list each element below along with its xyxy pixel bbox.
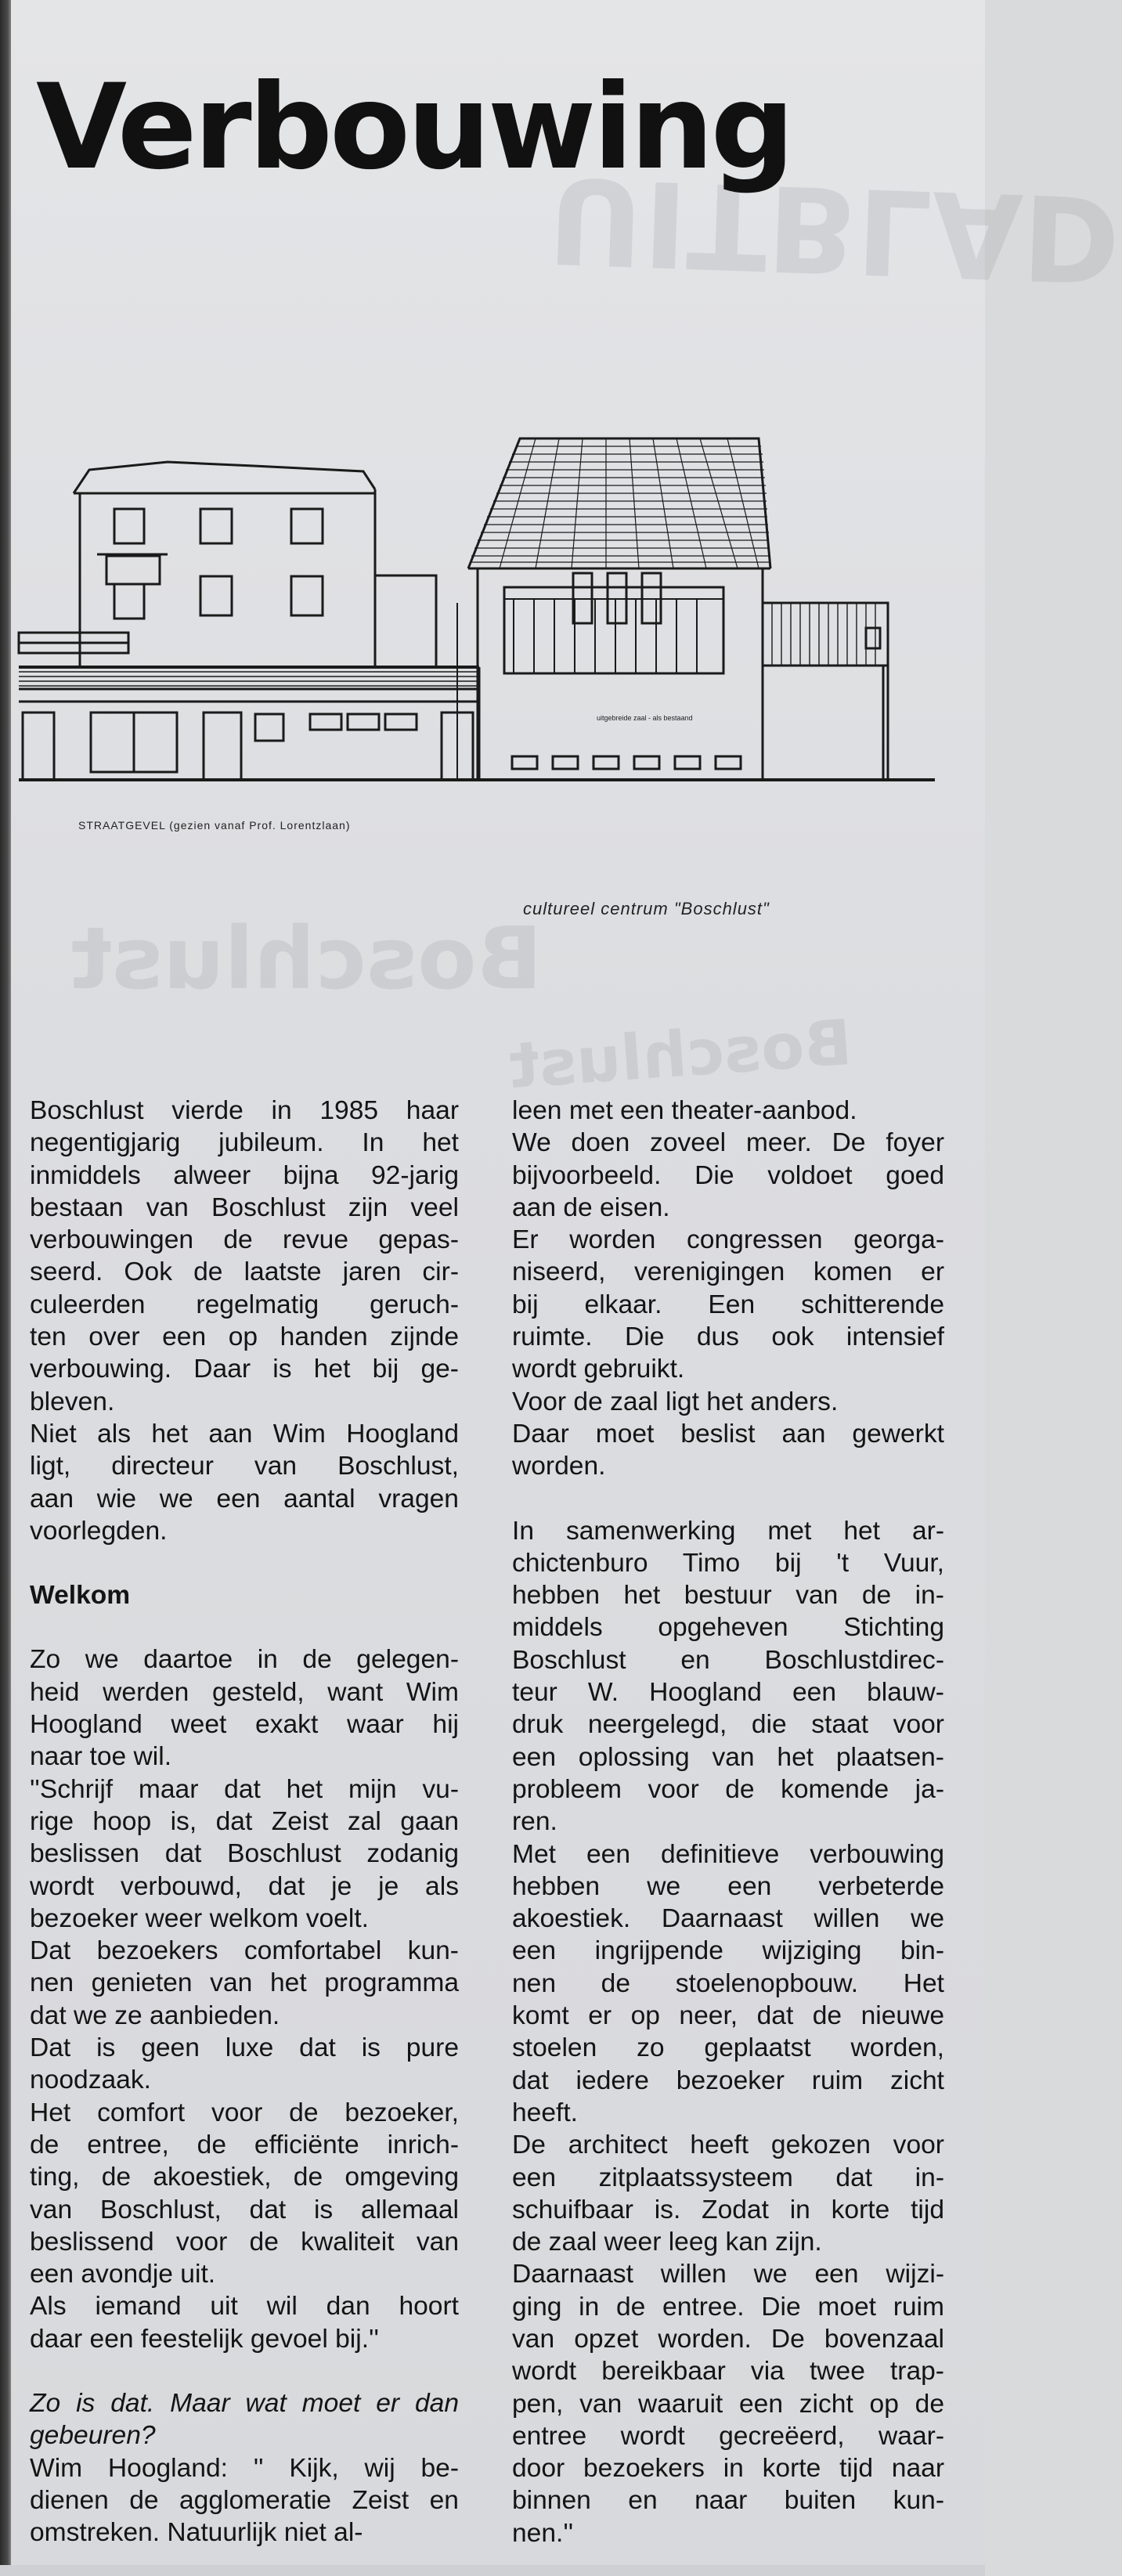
article-text-line: bezoeker weer welkom voelt. [30, 1903, 369, 1933]
article-text-line: binnen en naar buiten kun- [512, 2486, 944, 2516]
article-text-line: probleem voor de komende ja- [512, 1774, 944, 1804]
article-text-line: heeft. [512, 2098, 579, 2127]
article-text-line: heid werden gesteld, want Wim [30, 1677, 459, 1707]
article-text-line: De architect heeft gekozen voor [512, 2130, 944, 2160]
article-text-line: voorlegden. [30, 1516, 168, 1546]
article-text-line: de zaal weer leeg kan zijn. [512, 2228, 822, 2257]
article-text-line: We doen zoveel meer. De foyer [512, 1128, 944, 1158]
article-text-line: bijvoorbeeld. Die voldoet goed [512, 1160, 944, 1190]
article-text-line: een zitplaatssysteem dat in- [512, 2163, 944, 2192]
article-text-line: dat iedere bezoeker ruim zicht [512, 2065, 944, 2095]
article-text-line: ruimte. Die dus ook intensief [512, 1322, 944, 1352]
article-text-line: bestaan van Boschlust zijn veel [30, 1192, 459, 1222]
page-bottom-edge [0, 2565, 985, 2576]
article-column-right [512, 1095, 944, 2549]
article-text-line: Niet als het aan Wim Hoogland [30, 1419, 459, 1449]
paragraph-gap [30, 2355, 459, 2387]
article-text-line: ren. [512, 1807, 557, 1837]
article-text-line: verbouwing. Daar is het bij ge- [30, 1355, 459, 1384]
paragraph-gap [30, 1611, 459, 1643]
article-text-line: Dat bezoekers comfortabel kun- [30, 1936, 459, 1966]
article-text-line: culeerden regelmatig geruch- [30, 1290, 459, 1319]
article-text-line: wordt verbouwd, dat je je als [30, 1871, 459, 1901]
article-text-line: beslissen dat Boschlust zodanig [30, 1839, 459, 1869]
article-text-line: In samenwerking met het ar- [512, 1516, 944, 1546]
article-text-line: daar een feestelijk gevoel bij.'' [30, 2324, 379, 2354]
article-text-line: Wim Hoogland: '' Kijk, wij be- [30, 2453, 459, 2483]
article-text-line: seerd. Ook de laatste jaren cir- [30, 1257, 459, 1287]
article-text-line: nen.'' [512, 2518, 574, 2548]
article-text-line: akoestiek. Daarnaast willen we [512, 1904, 944, 1934]
article-text-line: worden. [512, 1452, 606, 1481]
article-text-line: Boschlust en Boschlustdirec- [512, 1645, 944, 1675]
article-text-line: dienen de agglomeratie Zeist en [30, 2485, 459, 2515]
article-text-line: nen genieten van het programma [30, 1968, 459, 1998]
article-text-line: komt er op neer, dat de nieuwe [512, 2001, 944, 2031]
article-text-line: druk neergelegd, die staat voor [512, 1710, 944, 1740]
article-text-line: de entree, de efficiënte inrich- [30, 2130, 459, 2159]
article-text-line: Zo is dat. Maar wat moet er dan [30, 2388, 459, 2418]
article-text-line: beslissend voor de kwaliteit van [30, 2227, 459, 2257]
section-heading: Welkom [30, 1581, 131, 1611]
building-label: uitgebreide zaal - als bestaand [597, 714, 693, 722]
article-text-line: schuifbaar is. Zodat in korte tijd [512, 2195, 944, 2224]
article-text-line: van Boschlust, dat is allemaal [30, 2195, 459, 2224]
article-text-line: Als iemand uit wil dan hoort [30, 2292, 459, 2322]
article-text-line: Zo we daartoe in de gelegen- [30, 1645, 459, 1675]
article-text-line: ''Schrijf maar dat het mijn vu- [30, 1774, 459, 1804]
article-text-line: Daar moet beslist aan gewerkt [512, 1419, 944, 1449]
article-text-line: dat we ze aanbieden. [30, 2001, 280, 2030]
article-text-line: leen met een theater-aanbod. [512, 1096, 857, 1125]
article-text-line: Met een definitieve verbouwing [512, 1839, 944, 1869]
article-text-line: Boschlust vierde in 1985 haar [30, 1096, 459, 1125]
article-text-line: pen, van waaruit een zicht op de [512, 2389, 944, 2419]
article-text-line: stoelen zo geplaatst worden, [512, 2033, 944, 2063]
architectural-elevation-drawing [19, 423, 943, 861]
article-text-line: naar toe wil. [30, 1742, 172, 1772]
article-text-line: van opzet worden. De bovenzaal [512, 2324, 944, 2354]
article-text-line: negentigjarig jubileum. In het [30, 1128, 459, 1158]
article-text-line: Er worden congressen georga- [512, 1225, 944, 1255]
article-text-line: Voor de zaal ligt het anders. [512, 1387, 839, 1416]
article-text-line: wordt bereikbaar via twee trap- [512, 2357, 944, 2387]
article-text-line: Daarnaast willen we een wijzi- [512, 2260, 944, 2289]
article-text-line: aan de eisen. [512, 1192, 670, 1222]
paragraph-gap [512, 1483, 944, 1515]
article-text-line: rige hoop is, dat Zeist zal gaan [30, 1806, 459, 1836]
article-text-line: entree wordt gecreëerd, waar- [512, 2421, 944, 2451]
article-text-line: een oplossing van het plaatsen- [512, 1742, 944, 1772]
article-text-line: Dat is geen luxe dat is pure [30, 2033, 459, 2063]
article-text-line: hebben het bestuur van de in- [512, 1581, 944, 1611]
article-text-line: niseerd, verenigingen komen er [512, 1257, 944, 1287]
article-text-line: middels opgeheven Stichting [512, 1613, 944, 1643]
paragraph-gap [30, 1547, 459, 1579]
article-text-line: nen de stoelenopbouw. Het [512, 1968, 944, 1998]
article-text-line: noodzaak. [30, 2065, 151, 2095]
article-text-line: hebben we een verbeterde [512, 1871, 944, 1901]
article-text-line: ten over een op handen zijnde [30, 1322, 459, 1352]
article-text-line: teur W. Hoogland een blauw- [512, 1678, 944, 1708]
article-text-line: een avondje uit. [30, 2260, 216, 2289]
article-text-line: een ingrijpende wijziging bin- [512, 1936, 944, 1966]
article-text-line: bij elkaar. Een schitterende [512, 1290, 944, 1319]
article-text-line: ligt, directeur van Boschlust, [30, 1452, 459, 1481]
article-text-line: bleven. [30, 1387, 115, 1416]
article-text-line: chictenburo Timo bij 't Vuur, [512, 1548, 944, 1578]
drawing-caption-street-facade: STRAATGEVEL (gezien vanaf Prof. Lorentzlaan) [78, 819, 351, 832]
article-text-line: Hoogland weet exakt waar hij [30, 1710, 459, 1740]
article-text-line: wordt gebruikt. [512, 1355, 685, 1384]
article-text-line: door bezoekers in korte tijd naar [512, 2454, 944, 2484]
article-text-line: ging in de entree. Die moet ruim [512, 2292, 944, 2322]
article-text-line: omstreken. Natuurlijk niet al- [30, 2518, 363, 2548]
article-text-line: verbouwingen de revue gepas- [30, 1225, 459, 1255]
article-text-line: inmiddels alweer bijna 92-jarig [30, 1160, 459, 1190]
article-text-line: Het comfort voor de bezoeker, [30, 2098, 459, 2127]
article-column-left [30, 1095, 459, 2549]
article-text-line: gebeuren? [30, 2421, 156, 2451]
article-text-line: ting, de akoestiek, de omgeving [30, 2163, 459, 2192]
article-text-line: aan wie we een aantal vragen [30, 1484, 459, 1513]
article-title: Verbouwing [36, 60, 792, 196]
drawing-caption-cultural-centre: cultureel centrum "Boschlust" [523, 899, 770, 918]
